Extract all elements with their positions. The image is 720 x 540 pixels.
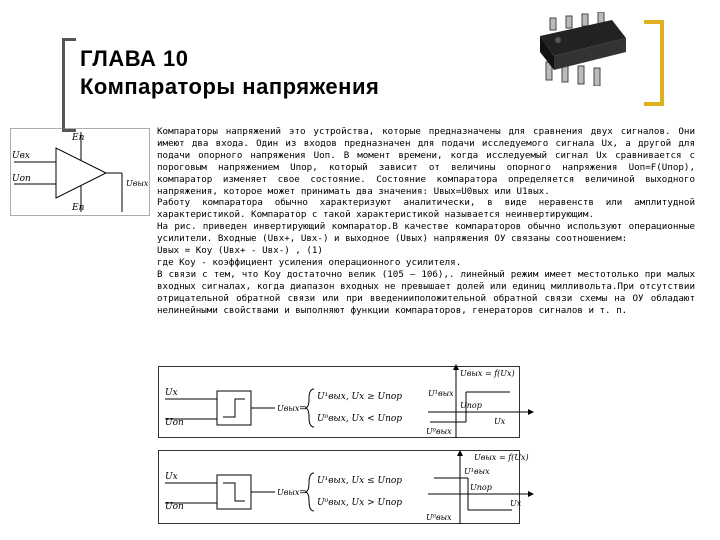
- g1-u0: U⁰вых: [426, 427, 452, 436]
- noninverting-characteristic-graph: [420, 362, 535, 442]
- left-bracket-decoration: [62, 38, 76, 132]
- g2-u0: U⁰вых: [426, 513, 452, 522]
- schem-u-on: Uоп: [12, 174, 31, 184]
- d1-input-on: Uоп: [165, 418, 184, 428]
- paragraph: Компараторы напряжений это устройства, которые предназначены для сравнения двух сигналов. Они имеют два входа. Один из входов предназначен для подачи исследуемого сигнала Ux, а другой для подачи опорного напряжения Uoп. В момент времени, когда исследуемый сигнал Ux сравнивается с пороговым напряжением Uпор, который зависит от величины опорного напряжения Uоп=F(Uпор), компаратор изменяет свое состояние. Состояние компаратора определяется величиной выходного напряжения, которое может принимать два значения: Uвых=U0вых или U1вых.: [157, 126, 695, 197]
- d1-equals: =: [299, 404, 307, 414]
- paragraph: На рис. приведен инвертирующий компаратор.В качестве компараторов обычно используют операционные усилители. Входные (Uвх+, Uвх-) и выходное (Uвых) напряжения ОУ связаны соотношением:: [157, 221, 695, 245]
- g1-u1: U¹вых: [428, 389, 454, 398]
- g1-ux: Ux: [494, 417, 506, 426]
- d2-condition-2: U⁰вых, Ux > Uпор: [317, 498, 403, 508]
- d2-input-x: Ux: [165, 472, 178, 482]
- d1-condition-2: U⁰вых, Ux < Uпор: [317, 414, 403, 424]
- g1-title: Uвых = f(Ux): [460, 369, 515, 378]
- body-text: [157, 126, 695, 317]
- page-title: Компараторы напряжения: [80, 74, 380, 99]
- schem-u-out: Uвых: [126, 179, 149, 188]
- schem-u-in: Uвх: [12, 151, 30, 161]
- chip-image: [536, 12, 628, 86]
- comparator-schematic: [10, 128, 150, 216]
- g1-upor: Uпор: [460, 401, 482, 410]
- paragraph: Работу компаратора обычно характеризуют аналитически, в виде неравенств или амплитудной характеристикой. Компаратор с такой характеристикой называется неинвертирующим.: [157, 197, 695, 221]
- schem-ep-bottom: Eп: [72, 203, 85, 213]
- g2-title: Uвых = f(Ux): [474, 453, 529, 462]
- formula-line: Uвых = Kоу (Uвх+ - Uвх-) , (1): [157, 245, 323, 257]
- d1-condition-1: U¹вых, Ux ≥ Uпор: [317, 392, 403, 402]
- d2-output: Uвых: [277, 488, 300, 497]
- chapter-label: ГЛАВА 10: [80, 46, 189, 71]
- d2-equals: =: [299, 488, 307, 498]
- schem-ep-top: Eп: [72, 133, 85, 143]
- right-bracket-decoration: [644, 20, 664, 106]
- d1-input-x: Ux: [165, 388, 178, 398]
- paragraph: В связи с тем, что Kоу достаточно велик (105 — 106),. линейный режим имеет местотолько при малых входных сигналах, когда диапазон входных не превышает долей или единиц милливольта.При отсутствии отрицательной обратной связи или при введенииположительной обратной связи схемы на ОУ обладают нелинейными свойствами и выполняют функции компараторов, генераторов сигналов и т. п.: [157, 268, 695, 316]
- paragraph: где Kоу - коэффициент усиления операционного усилителя.: [157, 256, 462, 268]
- g2-u1: U¹вых: [464, 467, 490, 476]
- d1-output: Uвых: [277, 404, 300, 413]
- g2-upor: Uпор: [470, 483, 492, 492]
- inverting-characteristic-graph: [420, 448, 535, 528]
- d2-condition-1: U¹вых, Ux ≤ Uпор: [317, 476, 403, 486]
- g2-ux: Ux: [510, 499, 522, 508]
- d2-input-on: Uоп: [165, 502, 184, 512]
